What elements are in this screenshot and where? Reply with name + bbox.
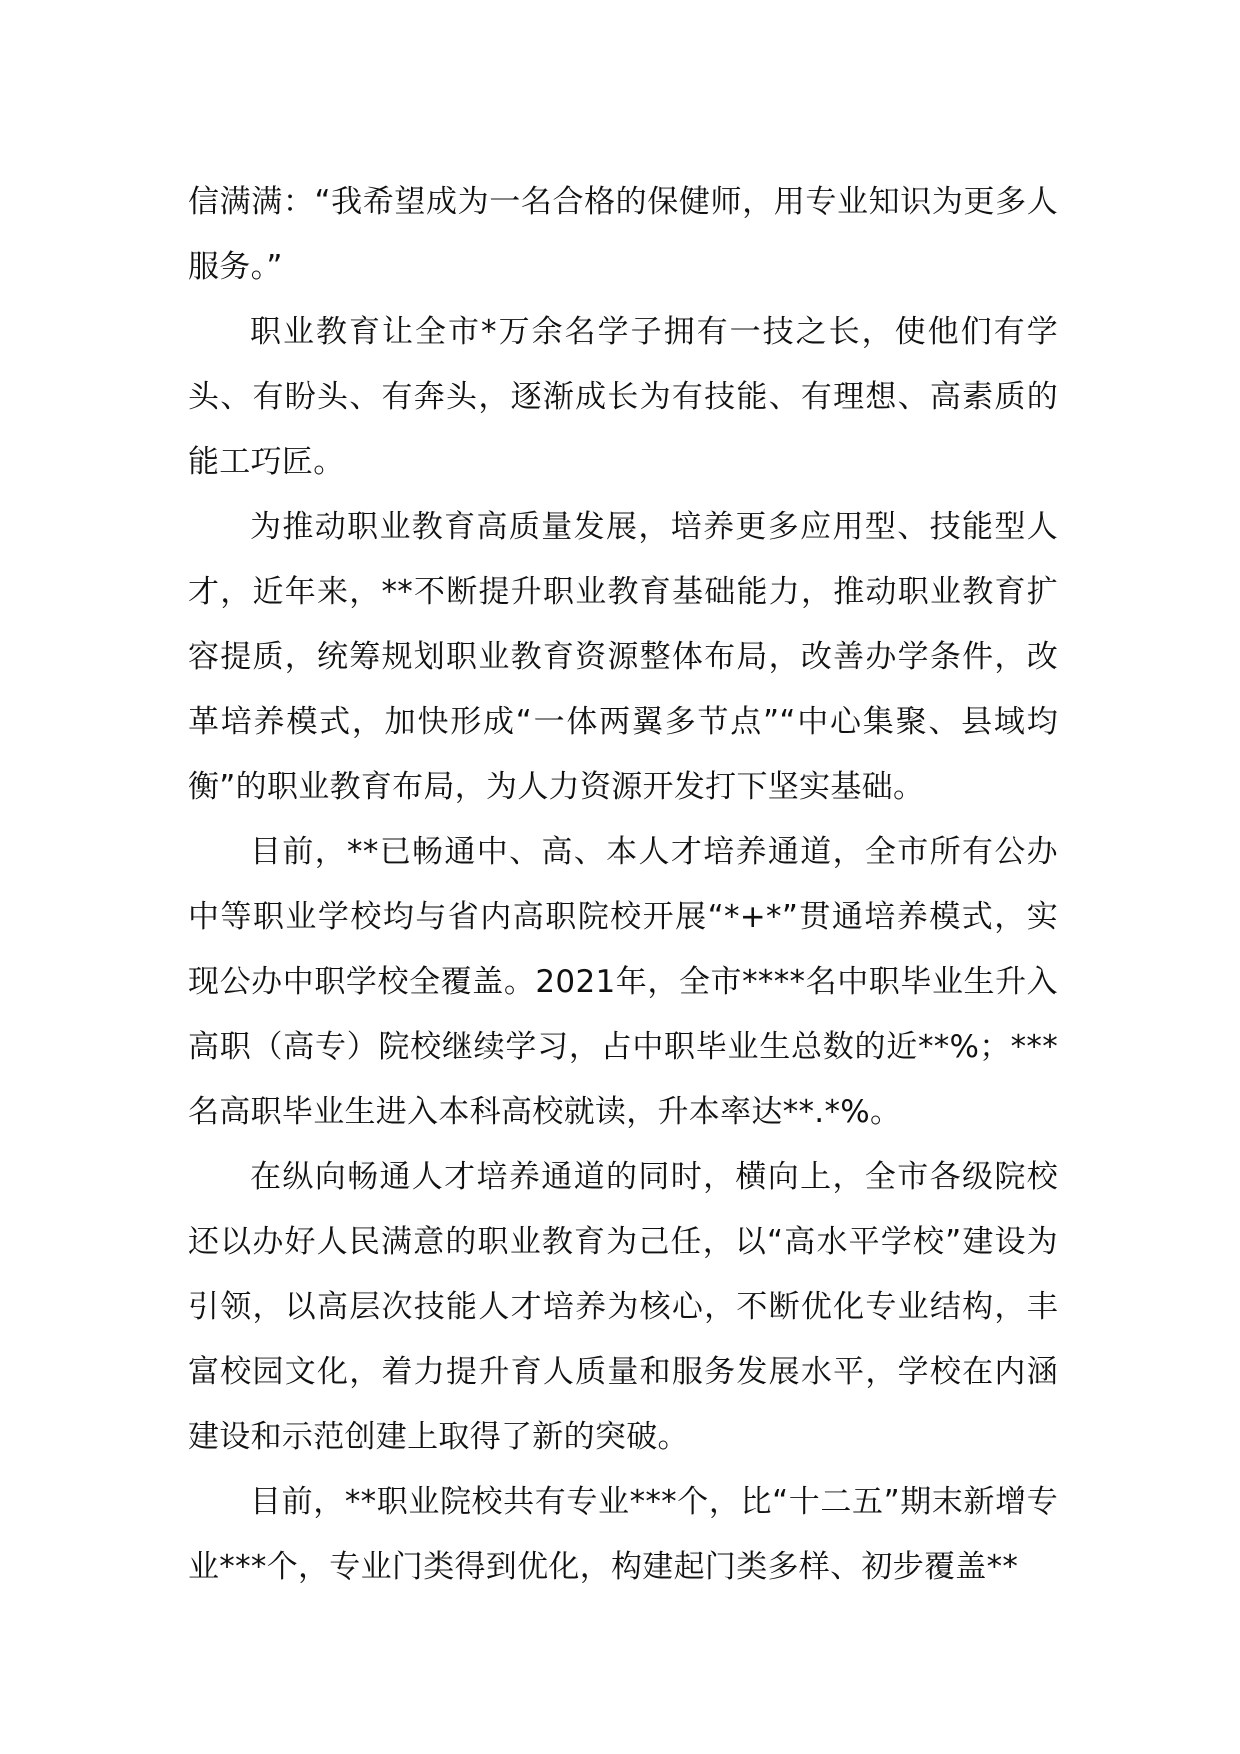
paragraph-5: 在纵向畅通人才培养通道的同时，横向上，全市各级院校还以办好人民满意的职业教育为己任，以“高水平学校”建设为引领，以高层次技能人才培养为核心，不断优化专业结构，丰富校园文化，着力提升育人质量和服务发展水平，学校在内涵建设和示范创建上取得了新的突破。	[188, 1159, 1058, 1455]
document-body	[188, 170, 1058, 1600]
paragraph-3: 为推动职业教育高质量发展，培养更多应用型、技能型人才，近年来，**不断提升职业教育基础能力，推动职业教育扩容提质，统筹规划职业教育资源整体布局，改善办学条件，改革培养模式，加快形成“一体两翼多节点”“中心集聚、县域均衡”的职业教育布局，为人力资源开发打下坚实基础。	[188, 509, 1058, 805]
paragraph-1: 信满满：“我希望成为一名合格的保健师，用专业知识为更多人服务。”	[188, 184, 1058, 285]
paragraph-4: 目前，**已畅通中、高、本人才培养通道，全市所有公办中等职业学校均与省内高职院校开展“*+*”贯通培养模式，实现公办中职学校全覆盖。2021年，全市****名中职毕业生升入高职（高专）院校继续学习，占中职毕业生总数的近**%；***名高职毕业生进入本科高校就读，升本率达**.*%。	[188, 834, 1058, 1130]
paragraph-2: 职业教育让全市*万余名学子拥有一技之长，使他们有学头、有盼头、有奔头，逐渐成长为有技能、有理想、高素质的能工巧匠。	[188, 314, 1058, 480]
paragraph-6: 目前，**职业院校共有专业***个，比“十二五”期末新增专业***个，专业门类得到优化，构建起门类多样、初步覆盖**	[188, 1484, 1058, 1585]
